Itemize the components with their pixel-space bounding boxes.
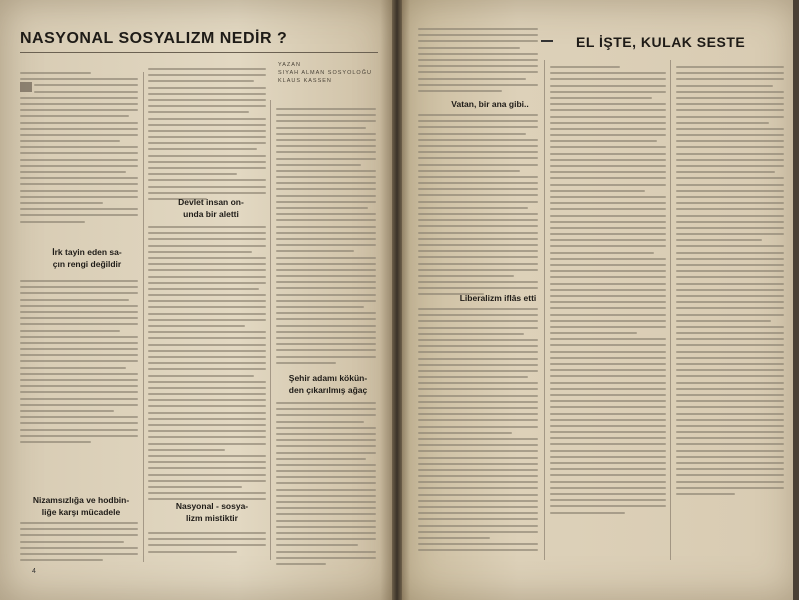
right-page-headline: EL İŞTE, KULAK SESTE <box>576 34 746 50</box>
subhead-homeland: Vatan, bir ana gibi.. <box>451 99 529 109</box>
byline-author: KLAUS KASSEN <box>278 78 332 84</box>
article-column-1c <box>20 522 138 565</box>
subhead-mystic: Nasyonal - sosya- lizm mistiktir <box>175 501 249 523</box>
article-column-3b <box>276 402 376 569</box>
right-article-column-top <box>418 28 538 96</box>
subhead-liberalism: Liberalizm iflâs etti <box>459 293 537 303</box>
right-column-divider <box>544 60 545 560</box>
right-page <box>398 0 799 600</box>
subhead-state: Devlet insan on- unda bir aletti <box>178 197 244 219</box>
byline-label: YAZAN <box>278 62 301 68</box>
article-column-1 <box>20 72 138 227</box>
article-column-2c <box>148 532 266 557</box>
article-column-1b <box>20 280 138 447</box>
headline-dash <box>541 40 553 42</box>
page-edge <box>793 0 799 600</box>
article-column-3 <box>276 108 376 368</box>
right-article-column-3 <box>676 66 784 499</box>
left-page <box>0 0 396 600</box>
right-article-column-2 <box>550 66 666 518</box>
byline-description: SIYAH ALMAN SOSYOLOĞU <box>278 70 372 76</box>
book-gutter <box>392 0 402 600</box>
left-page-headline: NASYONAL SOSYALIZM NEDİR ? <box>20 30 288 47</box>
subhead-race: İrk tayin eden sa- çın rengi değildir <box>52 247 122 269</box>
headline-rule <box>20 52 378 53</box>
right-column-divider-2 <box>670 60 671 560</box>
column-divider <box>143 72 144 562</box>
subhead-city: Şehir adamı kökün- den çıkarılmış ağaç <box>288 373 368 395</box>
right-article-column-1 <box>418 114 538 300</box>
article-column-2 <box>148 68 266 204</box>
column-divider-2 <box>270 100 271 560</box>
right-article-column-1b <box>418 308 538 556</box>
page-number: 4 <box>32 568 36 575</box>
subhead-disorder: Nizamsızlığa ve hodbin- liğe karşı mücadele <box>32 495 130 517</box>
article-column-2b <box>148 226 266 504</box>
